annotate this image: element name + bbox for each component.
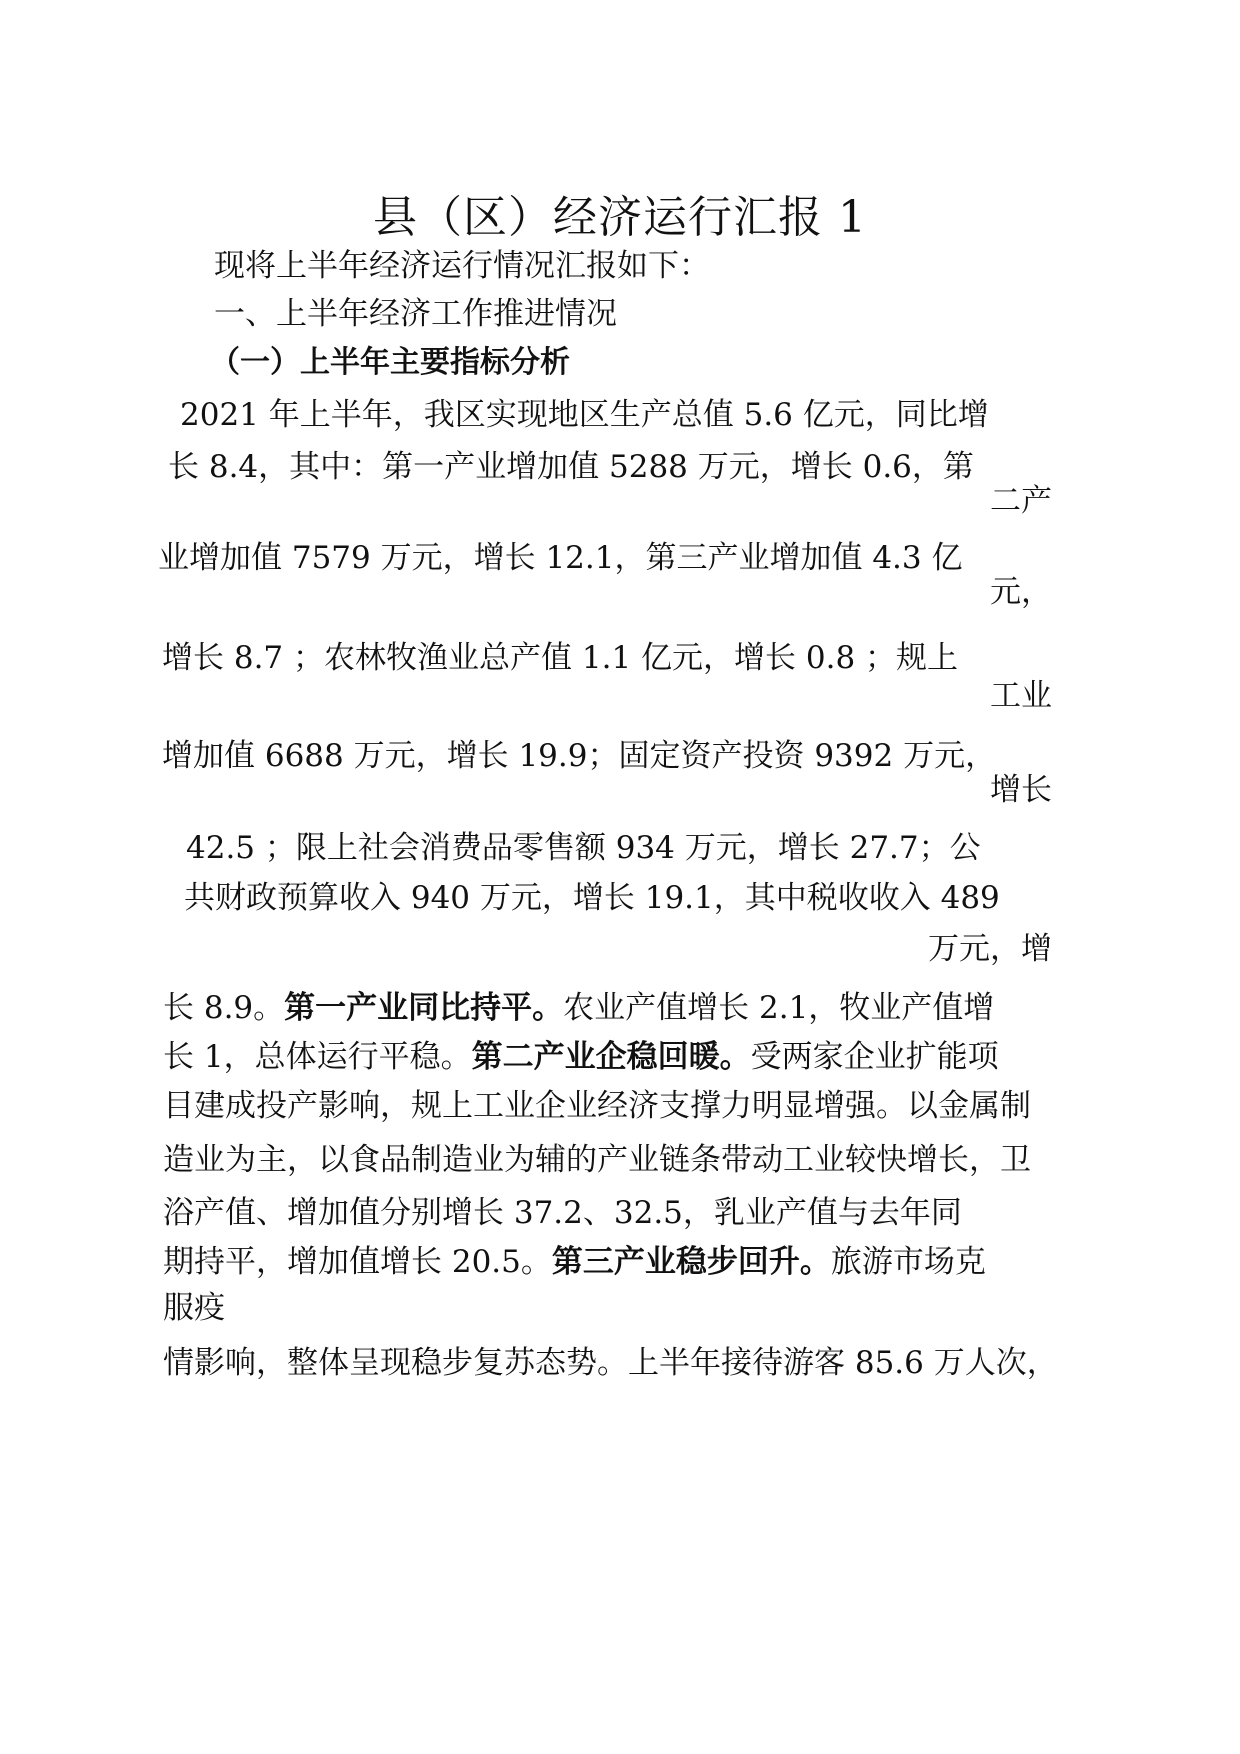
highlight-primary-industry: 第一产业同比持平。 <box>284 990 564 1026</box>
para2-line-2-c: 受两家企业扩能项 <box>750 1039 999 1075</box>
highlight-secondary-industry: 第二产业企稳回暖。 <box>471 1039 751 1075</box>
para1-line-4: 业增加值 7579 万元，增长 12.1，第三产业增加值 4.3 亿 <box>158 540 963 576</box>
para1-line-12: 万元，增 <box>928 931 1052 967</box>
para1-line-9: 增长 <box>990 772 1052 808</box>
para1-line-1: 2021 年上半年，我区实现地区生产总值 5.6 亿元，同比增 <box>180 397 989 433</box>
para1-line-6: 增长 8.7 ；农林牧渔业总产值 1.1 亿元，增长 0.8 ；规上 <box>162 640 959 676</box>
para1-line-8: 增加值 6688 万元，增长 19.9；固定资产投资 9392 万元， <box>162 738 997 774</box>
para2-line-8: 情影响，整体呈现稳步复苏态势。上半年接待游客 85.6 万人次， <box>163 1345 1058 1381</box>
document-title: 县（区）经济运行汇报 1 <box>373 192 867 243</box>
para2-line-5: 浴产值、增加值分别增长 37.2、32.5，乳业产值与去年同 <box>163 1195 962 1231</box>
para2-line-1 <box>163 988 994 1028</box>
para2-line-6-a: 期持平，增加值增长 20.5。 <box>163 1244 552 1280</box>
para1-line-7: 工业 <box>990 678 1052 714</box>
para2-line-2-a: 长 1，总体运行平稳。 <box>163 1039 472 1075</box>
para1-line-5: 元， <box>990 574 1052 610</box>
para2-line-7: 服疫 <box>163 1290 225 1326</box>
para1-line-10: 42.5 ；限上社会消费品零售额 934 万元，增长 27.7；公 <box>186 830 981 866</box>
para2-line-2 <box>163 1037 999 1077</box>
intro-text: 现将上半年经济运行情况汇报如下： <box>214 248 710 284</box>
section-heading: 一、上半年经济工作推进情况 <box>214 296 617 332</box>
para2-line-3: 目建成投产影响，规上工业企业经济支撑力明显增强。以金属制 <box>163 1088 1031 1124</box>
subsection-heading: （一）上半年主要指标分析 <box>210 345 570 380</box>
para2-line-1-c: 农业产值增长 2.1，牧业产值增 <box>563 990 995 1026</box>
para1-line-2: 长 8.4，其中：第一产业增加值 5288 万元，增长 0.6，第 <box>168 449 974 485</box>
para2-line-1-a: 长 8.9。 <box>163 990 285 1026</box>
para2-line-6 <box>163 1242 986 1282</box>
para2-line-4: 造业为主，以食品制造业为辅的产业链条带动工业较快增长，卫 <box>163 1142 1031 1178</box>
highlight-tertiary-industry: 第三产业稳步回升。 <box>551 1244 831 1280</box>
para2-line-6-c: 旅游市场克 <box>830 1244 986 1280</box>
para1-line-11: 共财政预算收入 940 万元，增长 19.1，其中税收收入 489 <box>184 880 1000 916</box>
para1-line-3: 二产 <box>990 483 1052 519</box>
